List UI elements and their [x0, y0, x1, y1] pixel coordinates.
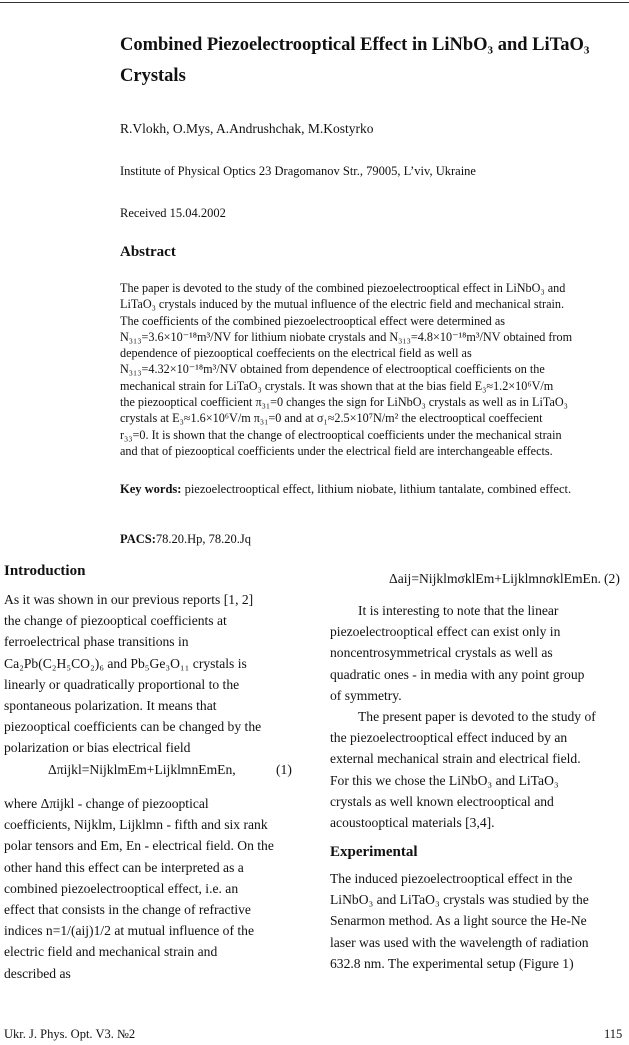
text-line: It is interesting to note that the linear: [358, 603, 559, 618]
abstract-line: the piezooptical coefficient π₃₁=0 changes the sign for LiNbO₃ crystals as well as in LiTaO₃: [120, 395, 568, 410]
abstract-line: r₃₃=0. It is shown that the change of electrooptical coefficients under the mechanical strain: [120, 427, 562, 442]
text-line: The present paper is devoted to the study of: [358, 709, 596, 725]
text-line: piezoelectrooptical effect can exist only in: [330, 624, 561, 640]
title-line-2: Crystals: [120, 66, 186, 86]
right-column-text: [330, 600, 626, 833]
abstract-line: The coefficients of the combined piezoelectrooptical effect were determined as: [120, 313, 505, 328]
pacs-label: PACS:: [120, 532, 156, 546]
text-line: Senarmon method. As a light source the He-Ne: [330, 913, 587, 929]
authors: R.Vlokh, O.Mys, A.Andrushchak, M.Kostyrko: [120, 121, 374, 136]
abstract-line: LiTaO₃ crystals induced by the mutual influence of the electric field and mechanical strain.: [120, 297, 565, 312]
title-line-1: Combined Piezoelectrooptical Effect in LiNbO₃ and LiTaO₃: [120, 35, 590, 55]
equation-2: Δaij=NijklmσklEm+LijklmnσklEmEn.: [389, 571, 602, 586]
text-line: 632.8 nm. The experimental setup (Figure 1): [330, 955, 574, 971]
text-line: the change of piezooptical coefficients at: [4, 613, 227, 629]
text-line: laser was used with the wavelength of radiation: [330, 934, 589, 950]
text-line: piezooptical coefficients can be changed by the: [4, 719, 262, 735]
text-line: effect that consists in the change of refractive: [4, 902, 251, 918]
text-line: ferroelectrical phase transitions in: [4, 634, 189, 650]
text-line: polar tensors and Em, En - electrical field. On the: [4, 838, 274, 854]
text-line: other hand this effect can be interpreted as a: [4, 859, 244, 875]
paper-title: [120, 30, 620, 92]
keywords: [120, 482, 626, 497]
left-column-text: [4, 589, 300, 759]
abstract-heading: Abstract: [120, 244, 176, 260]
equation-1-number: (1): [276, 762, 292, 777]
equation-1: Δπijkl=NijklmEm+LijklmnEmEn,: [48, 762, 236, 777]
text-line: the piezoelectrooptical effect induced by an: [330, 730, 568, 746]
text-line: of symmetry.: [330, 687, 402, 703]
header-rule: [0, 2, 629, 3]
text-line: As it was shown in our previous reports [1, 2]: [4, 592, 254, 607]
abstract-text: [120, 280, 626, 459]
abstract-line: N₃₁₃=4.32×10⁻¹⁸m³/NV obtained from dependence of electrooptical coefficients on the: [120, 362, 545, 377]
received-date: Received 15.04.2002: [120, 206, 226, 220]
text-line: indices n=1/(aij)1/2 at mutual influence of the: [4, 923, 255, 939]
text-line: crystals as well known electrooptical and: [330, 793, 554, 809]
institution: Institute of Physical Optics 23 Dragomanov Str., 79005, L’viv, Ukraine: [120, 164, 476, 178]
pacs-codes: 78.20.Hp, 78.20.Jq: [155, 532, 252, 546]
abstract-line: and that of piezooptical coefficients under the electrical field are interchangeable effects.: [120, 443, 553, 458]
text-line: where Δπijkl - change of piezooptical: [4, 796, 209, 811]
text-line: Ca₂Pb(C₂H₅CO₂)₆ and Pb₅Ge₃O₁₁ crystals is: [4, 655, 247, 671]
text-line: spontaneous polarization. It means that: [4, 698, 217, 714]
abstract-line: The paper is devoted to the study of the combined piezoelectrooptical effect in LiNbO₃ and: [120, 281, 566, 295]
abstract-line: mechanical strain for LiTaO₃ crystals. It was shown that at the bias field E₃≈1.2×10⁶V/m: [120, 378, 554, 393]
keywords-text: piezoelectrooptical effect, lithium niobate, lithium tantalate, combined effect.: [181, 482, 572, 496]
text-line: LiNbO₃ and LiTaO₃ crystals was studied by the: [330, 892, 589, 908]
text-line: acoustooptical materials [3,4].: [330, 815, 495, 831]
abstract-line: N₃₁₃=3.6×10⁻¹⁸m³/NV for lithium niobate crystals and N₃₁₃=4.8×10⁻¹⁸m³/NV obtained from: [120, 329, 573, 344]
text-line: combined piezoelectrooptical effect, i.e. an: [4, 880, 239, 896]
abstract-line: dependence of piezooptical coeffecients on the electrical field as well as: [120, 346, 472, 361]
text-line: polarization or bias electrical field: [4, 740, 191, 756]
text-line: quadratic ones - in media with any point group: [330, 666, 585, 682]
text-line: described as: [4, 965, 71, 981]
keywords-label: Key words:: [120, 482, 182, 496]
journal-footer: Ukr. J. Phys. Opt. V3. №2: [4, 1027, 136, 1041]
text-line: external mechanical strain and electrical field.: [330, 751, 581, 767]
right-column-text-2: [330, 868, 626, 974]
equation-2-number: (2): [604, 571, 620, 586]
experimental-heading: Experimental: [330, 844, 418, 860]
page-number: 115: [604, 1027, 623, 1041]
introduction-heading: Introduction: [4, 563, 86, 579]
text-line: electric field and mechanical strain and: [4, 944, 218, 960]
abstract-line: crystals at E₃≈1.6×10⁶V/m π₃₁=0 and at σ₁≈2.5×10⁷N/m² the electrooptical coeffecient: [120, 411, 543, 426]
text-line: For this we chose the LiNbO₃ and LiTaO₃: [330, 772, 559, 788]
text-line: coefficients, Nijklm, Lijklmn - fifth and six rank: [4, 817, 268, 833]
text-line: The induced piezoelectrooptical effect in the: [330, 871, 573, 886]
left-column-text-2: [4, 793, 300, 984]
pacs: [120, 532, 251, 547]
text-line: noncentrosymmetrical crystals as well as: [330, 645, 553, 661]
text-line: linearly or quadratically proportional to the: [4, 676, 240, 692]
